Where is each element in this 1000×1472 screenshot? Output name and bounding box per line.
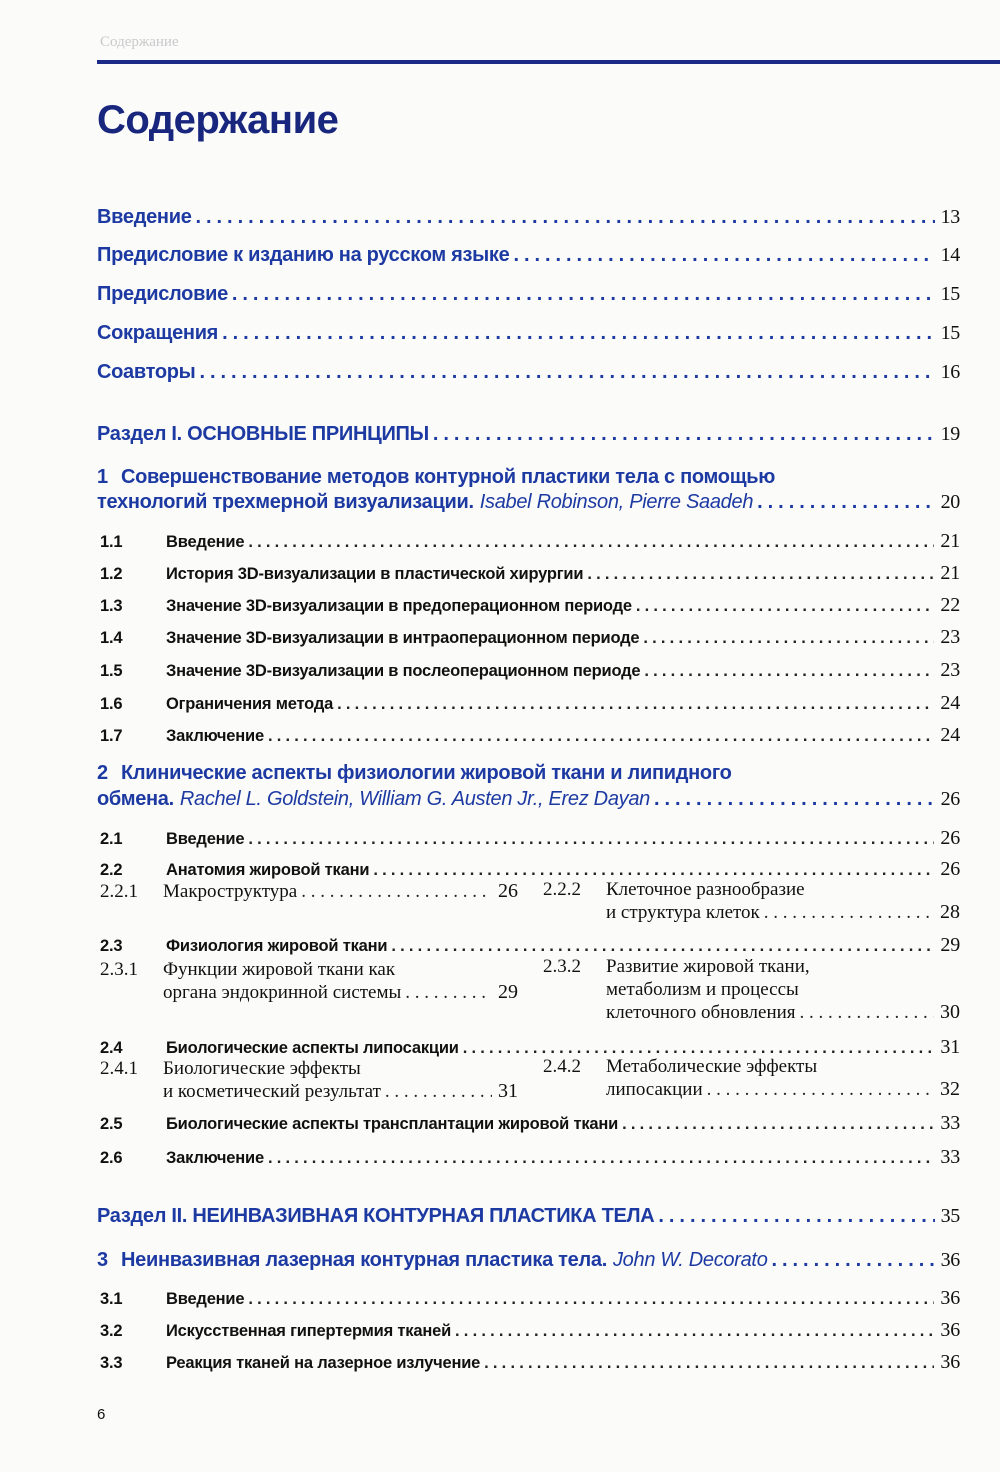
dot-leader xyxy=(772,1249,935,1272)
section-number: 3.3 xyxy=(100,1354,123,1372)
page-ref: 20 xyxy=(940,491,960,513)
subsection-number: 2.3.2 xyxy=(543,956,581,977)
subsection-label: Биологические эффекты xyxy=(163,1058,361,1079)
subsection-label: органа эндокринной системы xyxy=(163,982,402,1003)
toc-subsection[interactable] xyxy=(100,959,518,981)
page-ref: 31 xyxy=(498,1080,518,1102)
subsection-number: 2.3.1 xyxy=(100,959,138,980)
toc-part-2[interactable] xyxy=(97,1205,960,1228)
page-ref: 23 xyxy=(940,626,960,648)
page-ref: 26 xyxy=(940,827,960,849)
subsection-label: Метаболические эффекты xyxy=(606,1056,818,1077)
toc-subsection[interactable] xyxy=(100,880,518,903)
section-number: 1.6 xyxy=(100,695,123,713)
toc-section[interactable] xyxy=(100,562,960,585)
chapter-number: 2 xyxy=(97,762,108,784)
toc-subsection[interactable] xyxy=(543,1056,960,1078)
dot-leader xyxy=(707,1079,934,1101)
toc-entry-front[interactable] xyxy=(97,322,960,345)
toc-subsection[interactable] xyxy=(543,879,960,901)
subsection-number: 2.4.1 xyxy=(100,1058,138,1079)
chapter-title: обмена. xyxy=(97,788,174,810)
dot-leader xyxy=(248,1290,934,1309)
toc-subsection[interactable] xyxy=(543,979,960,1001)
page-ref: 36 xyxy=(940,1351,960,1373)
toc-section[interactable] xyxy=(100,1319,960,1342)
entry-label: Предисловие к изданию на русском языке xyxy=(97,244,510,266)
subsection-label: метаболизм и процессы xyxy=(606,979,799,1000)
toc-chapter-1-cont[interactable] xyxy=(97,491,960,514)
dot-leader xyxy=(654,788,935,811)
subsection-label: Функции жировой ткани как xyxy=(163,959,396,980)
dot-leader xyxy=(301,881,492,903)
entry-label: Предисловие xyxy=(97,283,228,305)
section-label: Заключение xyxy=(166,1149,264,1167)
page-ref: 29 xyxy=(940,934,960,956)
section-label: Ограничения метода xyxy=(166,695,334,713)
subsection-label: и структура клеток xyxy=(606,902,760,923)
dot-leader xyxy=(658,1205,934,1228)
dot-leader xyxy=(196,206,935,229)
dot-leader xyxy=(248,533,934,552)
entry-label: Сокращения xyxy=(97,322,219,344)
toc-subsection[interactable] xyxy=(100,1080,518,1103)
toc-section[interactable] xyxy=(100,692,960,715)
dot-leader xyxy=(513,244,934,267)
section-label: Введение xyxy=(166,1290,245,1308)
toc-section[interactable] xyxy=(100,934,960,957)
section-number: 1.2 xyxy=(100,565,123,583)
page-ref: 31 xyxy=(940,1036,960,1058)
toc-entry-front[interactable] xyxy=(97,361,960,384)
page-ref: 26 xyxy=(498,880,518,902)
subsection-number: 2.2.2 xyxy=(543,879,581,900)
section-label: История 3D-визуализации в пластической хирургии xyxy=(166,565,584,583)
section-number: 2.3 xyxy=(100,937,123,955)
toc-section[interactable] xyxy=(100,1351,960,1374)
dot-leader xyxy=(391,937,934,956)
section-number: 2.2 xyxy=(100,861,123,879)
subsection-number: 2.2.1 xyxy=(100,881,138,902)
section-label: Биологические аспекты трансплантации жировой ткани xyxy=(166,1115,619,1133)
section-label: Реакция тканей на лазерное излучение xyxy=(166,1354,481,1372)
section-number: 2.6 xyxy=(100,1149,123,1167)
toc-section[interactable] xyxy=(100,858,960,881)
dot-leader xyxy=(373,861,934,880)
page-ref: 26 xyxy=(940,788,960,810)
page-ref: 23 xyxy=(940,659,960,681)
running-header: Содержание xyxy=(100,34,179,50)
dot-leader xyxy=(405,982,492,1004)
toc-section[interactable] xyxy=(100,1146,960,1169)
page-number: 6 xyxy=(97,1406,106,1423)
page-ref: 36 xyxy=(940,1249,960,1271)
toc-part-1[interactable] xyxy=(97,423,960,446)
page-ref: 36 xyxy=(940,1287,960,1309)
chapter-title: Неинвазивная лазерная контурная пластика тела. xyxy=(121,1249,607,1271)
subsection-label: и косметический результат xyxy=(163,1081,381,1102)
toc-subsection[interactable] xyxy=(543,1078,960,1101)
chapter-authors: Isabel Robinson, Pierre Saadeh xyxy=(479,491,754,513)
section-label: Введение xyxy=(166,533,245,551)
page-ref: 15 xyxy=(940,283,960,305)
toc-entry-front[interactable] xyxy=(97,283,960,306)
toc-entry-front[interactable] xyxy=(97,244,960,267)
toc-section[interactable] xyxy=(100,594,960,617)
page-ref: 21 xyxy=(940,562,960,584)
toc-chapter-3[interactable] xyxy=(97,1249,960,1272)
chapter-authors: John W. Decorato xyxy=(612,1249,768,1271)
dot-leader xyxy=(636,597,935,616)
subsection-label: клеточного обновления xyxy=(606,1002,796,1023)
dot-leader xyxy=(484,1354,934,1373)
section-label: Заключение xyxy=(166,727,264,745)
page-ref: 14 xyxy=(940,244,960,266)
part-label: Раздел II. НЕИНВАЗИВНАЯ КОНТУРНАЯ ПЛАСТИКА ТЕЛА xyxy=(97,1205,655,1227)
section-label: Искусственная гипертермия тканей xyxy=(166,1322,452,1340)
dot-leader xyxy=(222,322,935,345)
page-ref: 29 xyxy=(498,981,518,1003)
page-ref: 32 xyxy=(940,1078,960,1100)
toc-section[interactable] xyxy=(100,1112,960,1135)
section-number: 2.4 xyxy=(100,1039,123,1057)
section-label: Значение 3D-визуализации в послеоперационном периоде xyxy=(166,662,641,680)
page-ref: 33 xyxy=(940,1112,960,1134)
dot-leader xyxy=(248,830,934,849)
dot-leader xyxy=(800,1002,934,1024)
header-rule xyxy=(97,60,1000,64)
dot-leader xyxy=(433,423,935,446)
section-number: 1.7 xyxy=(100,727,123,745)
chapter-number: 1 xyxy=(97,466,108,488)
dot-leader xyxy=(643,629,934,648)
chapter-title: технологий трехмерной визуализации. xyxy=(97,491,474,513)
toc-section[interactable] xyxy=(100,659,960,682)
page-ref: 13 xyxy=(940,206,960,228)
dot-leader xyxy=(232,283,935,306)
page-ref: 35 xyxy=(940,1205,960,1227)
page-ref: 26 xyxy=(940,858,960,880)
entry-label: Введение xyxy=(97,206,192,228)
toc-section[interactable] xyxy=(100,530,960,553)
toc-subsection[interactable] xyxy=(543,901,960,924)
section-label: Анатомия жировой ткани xyxy=(166,861,370,879)
part-label: Раздел I. ОСНОВНЫЕ ПРИНЦИПЫ xyxy=(97,423,429,445)
dot-leader xyxy=(268,727,934,746)
toc-chapter-2[interactable] xyxy=(97,762,960,785)
section-number: 2.5 xyxy=(100,1115,123,1133)
chapter-title: Совершенствование методов контурной пластики тела с помощью xyxy=(121,466,776,488)
toc-entry-front[interactable] xyxy=(97,206,960,229)
dot-leader xyxy=(644,662,934,681)
section-number: 1.1 xyxy=(100,533,123,551)
section-label: Физиология жировой ткани xyxy=(166,937,388,955)
dot-leader xyxy=(199,361,934,384)
page-ref: 22 xyxy=(940,594,960,616)
subsection-number: 2.4.2 xyxy=(543,1056,581,1077)
page-ref: 19 xyxy=(940,423,960,445)
chapter-number: 3 xyxy=(97,1249,108,1271)
toc-chapter-1[interactable] xyxy=(97,466,960,489)
toc-subsection[interactable] xyxy=(100,981,518,1004)
page-ref: 36 xyxy=(940,1319,960,1341)
page-ref: 24 xyxy=(940,692,960,714)
toc-chapter-2-cont[interactable] xyxy=(97,788,960,811)
section-number: 1.4 xyxy=(100,629,123,647)
page-ref: 16 xyxy=(940,361,960,383)
page-ref: 30 xyxy=(940,1001,960,1023)
page-ref: 28 xyxy=(940,901,960,923)
page-ref: 21 xyxy=(940,530,960,552)
subsection-label: Развитие жировой ткани, xyxy=(606,956,810,977)
section-label: Значение 3D-визуализации в интраоперационном периоде xyxy=(166,629,640,647)
dot-leader xyxy=(455,1322,934,1341)
dot-leader xyxy=(764,902,934,924)
section-number: 2.1 xyxy=(100,830,123,848)
chapter-authors: Rachel L. Goldstein, William G. Austen Jr., Erez Dayan xyxy=(179,788,650,810)
section-number: 3.1 xyxy=(100,1290,123,1308)
toc-subsection[interactable] xyxy=(543,1001,960,1024)
dot-leader xyxy=(757,491,934,514)
section-number: 3.2 xyxy=(100,1322,123,1340)
section-label: Значение 3D-визуализации в предоперационном периоде xyxy=(166,597,632,615)
subsection-label: Макроструктура xyxy=(163,881,298,902)
entry-label: Соавторы xyxy=(97,361,196,383)
toc-section[interactable] xyxy=(100,626,960,649)
dot-leader xyxy=(587,565,934,584)
section-label: Введение xyxy=(166,830,245,848)
dot-leader xyxy=(337,695,934,714)
toc-subsection[interactable] xyxy=(100,1058,518,1080)
section-label: Биологические аспекты липосакции xyxy=(166,1039,459,1057)
dot-leader xyxy=(385,1081,492,1103)
dot-leader xyxy=(268,1149,934,1168)
subsection-label: липосакции xyxy=(606,1079,703,1100)
subsection-label: Клеточное разнообразие xyxy=(606,879,805,900)
page-ref: 15 xyxy=(940,322,960,344)
chapter-title: Клинические аспекты физиологии жировой ткани и липидного xyxy=(121,762,732,784)
section-number: 1.5 xyxy=(100,662,123,680)
page-ref: 24 xyxy=(940,724,960,746)
toc-section[interactable] xyxy=(100,724,960,747)
page-title: Содержание xyxy=(97,98,339,142)
toc-section[interactable] xyxy=(100,1287,960,1310)
dot-leader xyxy=(622,1115,934,1134)
page-ref: 33 xyxy=(940,1146,960,1168)
toc-section[interactable] xyxy=(100,827,960,850)
toc-subsection[interactable] xyxy=(543,956,960,978)
section-number: 1.3 xyxy=(100,597,123,615)
